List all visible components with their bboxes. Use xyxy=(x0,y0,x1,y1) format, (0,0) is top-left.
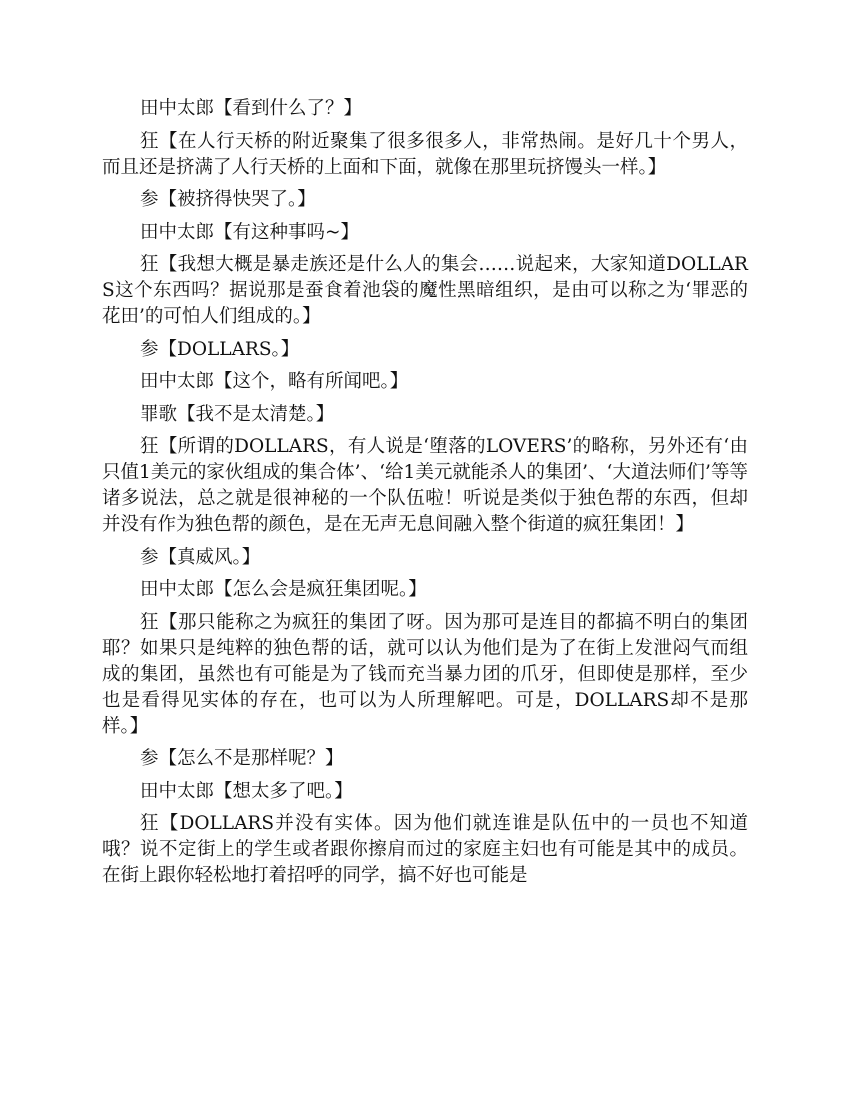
paragraph: 狂【所谓的DOLLARS，有人说是‘堕落的LOVERS’的略称，另外还有‘由只值1美元的家伙组成的集合体’、‘给1美元就能杀人的集团’、‘大道法师们’等等诸多说法，总之就是很神秘的一个队伍啦！听说是类似于独色帮的东西，但却并没有作为独色帮的颜色，是在无声无息间融入整个街道的疯狂集团！】 xyxy=(102,436,748,535)
paragraph: 参【怎么不是那样呢？】 xyxy=(140,748,344,769)
paragraph: 狂【我想大概是暴走族还是什么人的集会……说起来，大家知道DOLLARS这个东西吗？据说那是蚕食着池袋的魔性黑暗组织，是由可以称之为‘罪恶的花田’的可怕人们组成的。】 xyxy=(102,254,748,327)
paragraph: 田中太郎【想太多了吧。】 xyxy=(140,780,353,802)
paragraph: 田中太郎【怎么会是疯狂集团呢。】 xyxy=(140,579,427,600)
document-page xyxy=(102,96,748,896)
paragraph: 参【真威风。】 xyxy=(140,546,261,568)
paragraph: 田中太郎【有这种事吗~】 xyxy=(140,221,360,243)
paragraph: 田中太郎【看到什么了？】 xyxy=(140,98,363,119)
paragraph: 狂【在人行天桥的附近聚集了很多很多人，非常热闹。是好几十个男人，而且还是挤满了人行天桥的上面和下面，就像在那里玩挤馒头一样。】 xyxy=(102,130,748,178)
paragraph: 狂【DOLLARS并没有实体。因为他们就连谁是队伍中的一员也不知道哦？说不定街上的学生或者跟你擦肩而过的家庭主妇也有可能是其中的成员。在街上跟你轻松地打着招呼的同学，搞不好也可能是 xyxy=(102,813,748,886)
paragraph: 参【被挤得快哭了。】 xyxy=(140,189,316,210)
paragraph: 狂【那只能称之为疯狂的集团了呀。因为那可是连目的都搞不明白的集团耶？如果只是纯粹的独色帮的话，就可以认为他们是为了在街上发泄闷气而组成的集团，虽然也有可能是为了钱而充当暴力团的爪牙，但即使是那样，至少也是看得见实体的存在，也可以为人所理解吧。可是，DOLLARS却不是那样。】 xyxy=(102,611,748,737)
paragraph: 参【DOLLARS。】 xyxy=(140,338,300,360)
paragraph: 罪歌【我不是太清楚。】 xyxy=(140,403,335,425)
paragraph: 田中太郎【这个，略有所闻吧。】 xyxy=(140,371,409,392)
